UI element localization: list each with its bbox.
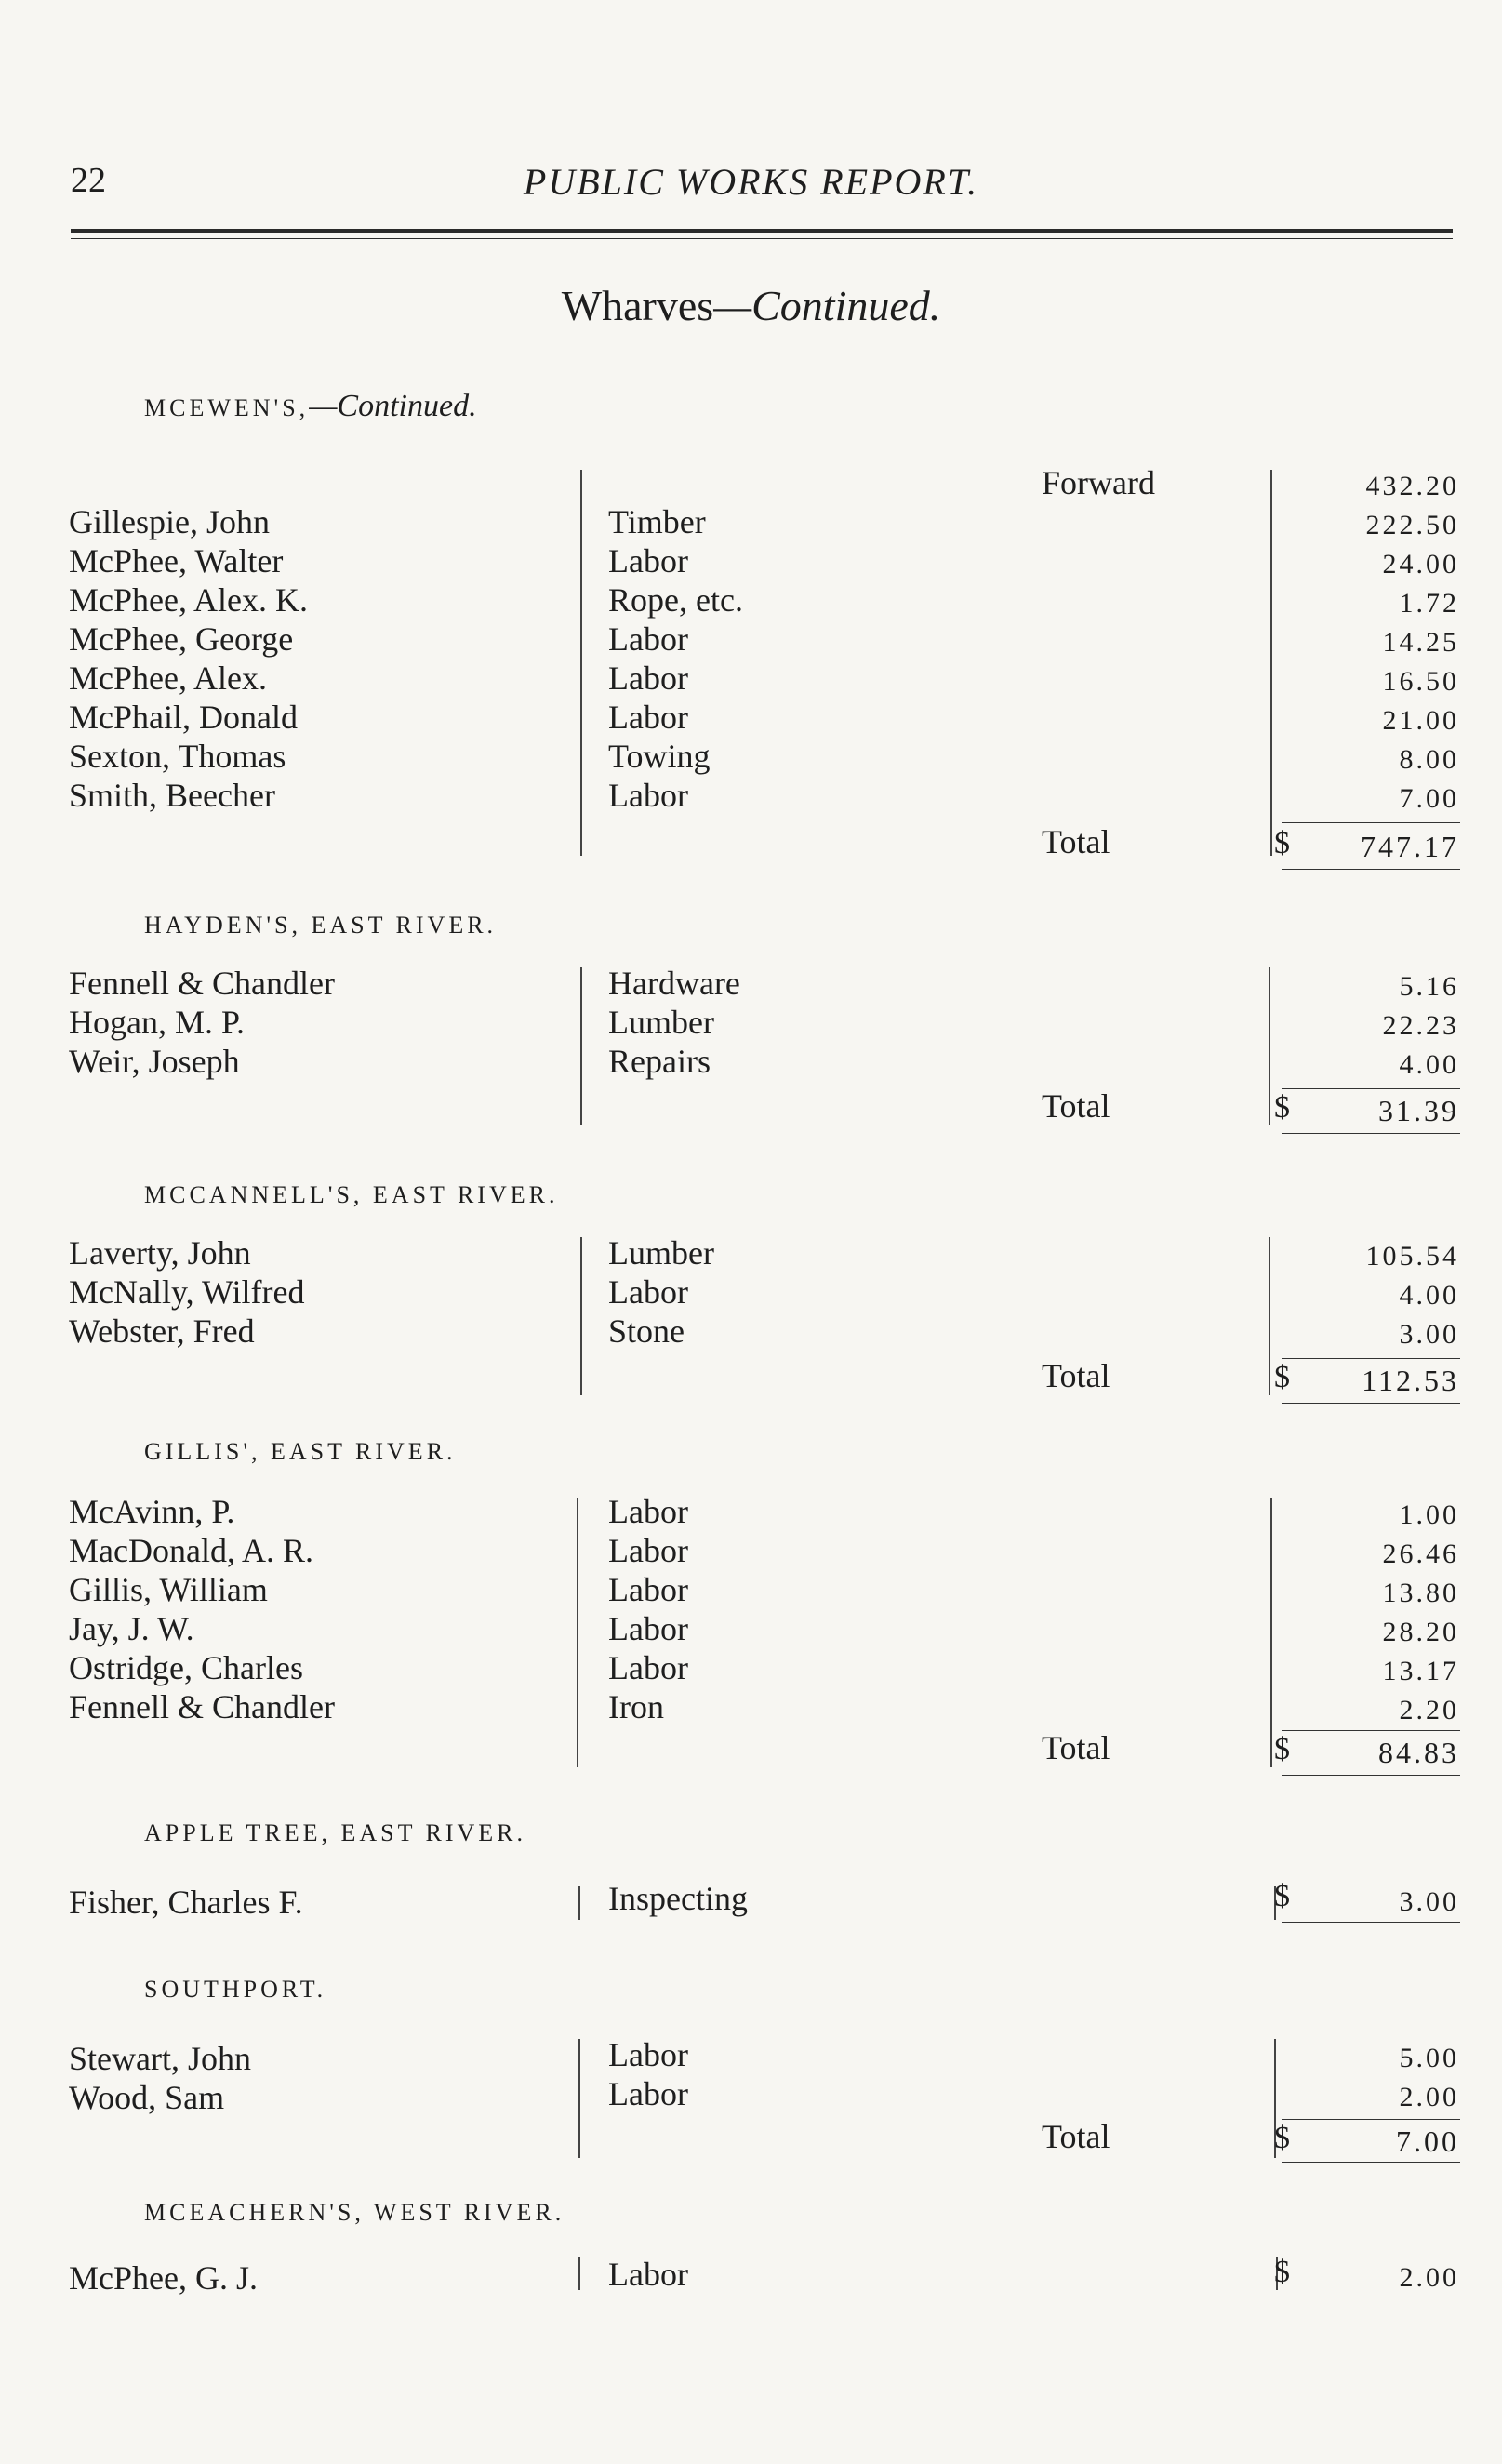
total-underline <box>1282 2162 1460 2163</box>
table-row-desc: Labor <box>608 1493 688 1530</box>
currency-symbol: $ <box>1274 826 1290 860</box>
table-row-desc: Iron <box>608 1688 664 1725</box>
column-divider <box>577 1498 578 1767</box>
table-row-desc: Labor <box>608 2075 688 2112</box>
section-total: 7.00 <box>1396 2124 1459 2158</box>
column-divider <box>580 967 582 1125</box>
currency-symbol: $ <box>1274 1360 1290 1394</box>
running-title: PUBLIC WORKS REPORT. <box>523 161 979 203</box>
forward-label: Forward <box>1042 464 1155 501</box>
currency-symbol: $ <box>1274 1732 1290 1766</box>
total-label: Total <box>1042 1729 1110 1766</box>
table-row-amount: 7.00 <box>1399 783 1459 814</box>
table-row-desc: Labor <box>608 1273 688 1311</box>
table-row-name: Jay, J. W. <box>69 1610 194 1647</box>
table-row-amount: 1.72 <box>1399 588 1459 619</box>
table-row-name: McAvinn, P. <box>69 1493 235 1530</box>
column-divider <box>578 1886 580 1920</box>
column-divider <box>1270 470 1272 856</box>
table-row-amount: 13.17 <box>1382 1656 1459 1686</box>
currency-symbol: $ <box>1274 1090 1290 1125</box>
table-row-amount: 14.25 <box>1382 627 1459 658</box>
chapter-title-main: Wharves <box>561 282 714 329</box>
section-total: 84.83 <box>1378 1736 1459 1769</box>
table-row-name: McPhee, George <box>69 620 294 658</box>
table-row-name: Laverty, John <box>69 1234 251 1272</box>
table-row-desc: Hardware <box>608 965 740 1002</box>
table-row-amount: 13.80 <box>1382 1578 1459 1608</box>
table-row-amount: 21.00 <box>1382 705 1459 736</box>
header-rule-thin <box>71 238 1453 239</box>
column-divider <box>1269 1237 1270 1395</box>
total-rule <box>1282 2119 1460 2120</box>
table-row-amount: 5.00 <box>1399 2043 1459 2073</box>
table-row-name: McNally, Wilfred <box>69 1273 305 1311</box>
table-row-desc: Labor <box>608 2256 688 2293</box>
section-heading-haydens: HAYDEN'S, EAST RIVER. <box>144 912 498 939</box>
section-total: 112.53 <box>1362 1364 1459 1397</box>
table-row-desc: Labor <box>608 777 688 814</box>
section-heading-mccannells: MCCANNELL'S, EAST RIVER. <box>144 1181 559 1208</box>
section-heading-mcewens <box>144 389 477 424</box>
table-row-name: McPhee, Walter <box>69 542 284 579</box>
table-row-desc: Lumber <box>608 1004 714 1041</box>
table-row-desc: Labor <box>608 659 688 697</box>
table-row-amount: 2.00 <box>1399 2262 1459 2293</box>
section-heading-mceacherns: MCEACHERN'S, WEST RIVER. <box>144 2199 565 2226</box>
table-row-name: Ostridge, Charles <box>69 1649 303 1686</box>
table-row-amount: 16.50 <box>1382 666 1459 697</box>
table-row-name: Sexton, Thomas <box>69 738 286 775</box>
table-row-amount: 8.00 <box>1399 744 1459 775</box>
table-row-amount: 2.20 <box>1399 1695 1459 1725</box>
table-row-name: Stewart, John <box>69 2040 251 2077</box>
chapter-title <box>0 281 1502 330</box>
currency-symbol: $ <box>1274 2121 1290 2155</box>
total-rule <box>1282 1358 1460 1359</box>
table-row-name: Fennell & Chandler <box>69 965 335 1002</box>
column-divider <box>1270 1498 1272 1767</box>
section-heading-continued: —Continued. <box>309 389 477 423</box>
table-row-name: McPhee, G. J. <box>69 2259 258 2297</box>
section-heading-southport: SOUTHPORT. <box>144 1976 327 2003</box>
header-rule <box>71 229 1453 233</box>
chapter-title-continued: —Continued. <box>713 282 941 329</box>
table-row-desc: Labor <box>608 1649 688 1686</box>
table-row-amount: 2.00 <box>1399 2082 1459 2112</box>
section-heading-apple-tree: APPLE TREE, EAST RIVER. <box>144 1819 527 1846</box>
table-row-desc: Stone <box>608 1312 685 1350</box>
table-row-name: Hogan, M. P. <box>69 1004 246 1041</box>
total-underline <box>1282 1403 1460 1404</box>
column-divider <box>580 1237 582 1395</box>
table-row-desc: Labor <box>608 1532 688 1569</box>
total-label: Total <box>1042 823 1110 860</box>
page-number: 22 <box>71 161 106 200</box>
table-row-amount: 22.23 <box>1382 1010 1459 1041</box>
table-row-name: Gillespie, John <box>69 503 270 540</box>
total-rule <box>1282 1730 1460 1731</box>
column-divider <box>578 2039 580 2158</box>
table-row-amount: 4.00 <box>1399 1280 1459 1311</box>
table-row-desc: Labor <box>608 1610 688 1647</box>
table-row-name: Webster, Fred <box>69 1312 255 1350</box>
section-total: 747.17 <box>1361 830 1459 863</box>
table-row-desc: Rope, etc. <box>608 581 743 619</box>
table-row-name: Wood, Sam <box>69 2079 225 2116</box>
table-row-name: Gillis, William <box>69 1571 268 1608</box>
total-label: Total <box>1042 2118 1110 2155</box>
total-underline <box>1282 1133 1460 1134</box>
table-row-name: Weir, Joseph <box>69 1043 240 1080</box>
table-row-name: MacDonald, A. R. <box>69 1532 313 1569</box>
table-row-desc: Inspecting <box>608 1880 748 1917</box>
total-rule <box>1282 822 1460 823</box>
table-row-desc: Timber <box>608 503 706 540</box>
table-row-desc: Labor <box>608 542 688 579</box>
table-row-amount: 3.00 <box>1399 1319 1459 1350</box>
table-row-name: McPhail, Donald <box>69 699 298 736</box>
table-row-amount: 24.00 <box>1382 549 1459 579</box>
total-underline <box>1282 869 1460 870</box>
section-heading-gillis: GILLIS', EAST RIVER. <box>144 1438 457 1465</box>
table-row-name: McPhee, Alex. K. <box>69 581 308 619</box>
total-underline <box>1282 1922 1460 1923</box>
column-divider <box>578 2257 580 2290</box>
forward-amount: 432.20 <box>1365 471 1459 501</box>
table-row-name: Fennell & Chandler <box>69 1688 335 1725</box>
table-row-amount: 222.50 <box>1365 510 1459 540</box>
table-row-desc: Lumber <box>608 1234 714 1272</box>
total-label: Total <box>1042 1357 1110 1394</box>
currency-symbol: $ <box>1274 2255 1290 2289</box>
total-label: Total <box>1042 1087 1110 1125</box>
table-row-amount: 105.54 <box>1365 1241 1459 1272</box>
section-heading-text: MCEWEN'S, <box>144 394 310 421</box>
column-divider <box>1269 967 1270 1125</box>
table-row-desc: Repairs <box>608 1043 711 1080</box>
table-row-desc: Labor <box>608 699 688 736</box>
table-row-desc: Labor <box>608 2036 688 2073</box>
table-row-amount: 28.20 <box>1382 1617 1459 1647</box>
table-row-amount: 4.00 <box>1399 1049 1459 1080</box>
table-row-amount: 3.00 <box>1399 1886 1459 1917</box>
table-row-name: Fisher, Charles F. <box>69 1884 303 1921</box>
section-total: 31.39 <box>1378 1094 1459 1127</box>
total-rule <box>1282 1088 1460 1089</box>
table-row-name: Smith, Beecher <box>69 777 275 814</box>
currency-symbol: $ <box>1274 1879 1290 1913</box>
column-divider <box>580 470 582 856</box>
table-row-desc: Labor <box>608 1571 688 1608</box>
table-row-desc: Labor <box>608 620 688 658</box>
table-row-amount: 1.00 <box>1399 1499 1459 1530</box>
table-row-desc: Towing <box>608 738 711 775</box>
table-row-amount: 26.46 <box>1382 1538 1459 1569</box>
total-underline <box>1282 1775 1460 1776</box>
table-row-amount: 5.16 <box>1399 971 1459 1002</box>
table-row-name: McPhee, Alex. <box>69 659 267 697</box>
